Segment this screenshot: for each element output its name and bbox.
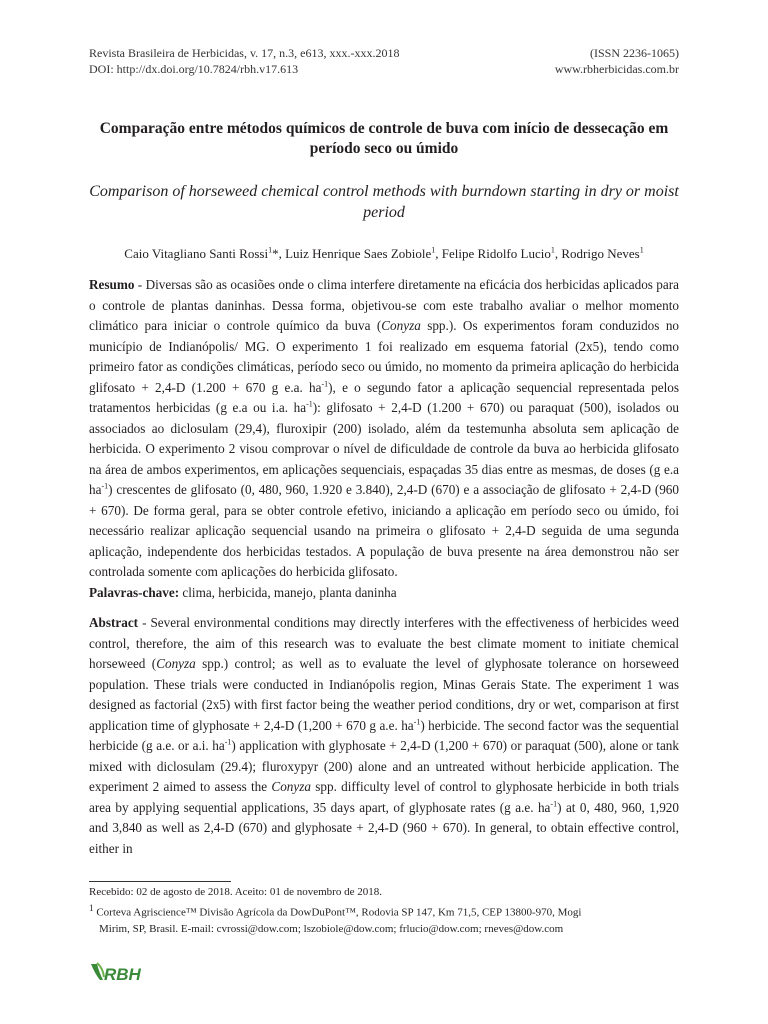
author: Felipe Ridolfo Lucio$^1$,	[441, 246, 562, 262]
keywords: Palavras-chave: clima, herbicida, manejo, planta daninha	[89, 584, 397, 600]
website-link[interactable]: www.rbherbicidas.com.br	[554, 62, 679, 76]
doi-link[interactable]: DOI: http://dx.doi.org/10.7824/rbh.v17.613	[89, 62, 299, 76]
author-list	[89, 242, 679, 263]
abstract-section: Abstract - Several environmental conditions may directly interferes with the effectiveness of herbicides weed control, therefore, the aim of this research was to evaluate the best climate moment to initiate chemical horseweed (Conyza spp.) control; as well as to evaluate the level of glyphosate tolerance on horseweed population. These trials were conducted in Indianópolis region, Minas Gerais State. The experiment 1 was designed as factorial (2x5) with first factor being the weather period conditions, dry or wet, comparison at first application time of glyphosate + 2,4-D (1,200 + 670 g a.e. $ha^{-1}$) herbicide. The second factor was the sequential herbicide (g a.e. or a.i. $ha^{-1}$) application with glyphosate + 2,4-D (1,200 + 670) or paraquat (500), alone or tank mixed with diclosulam (29.4); fluroxypyr (200) alone and an untreated without herbicide application. The experiment 2 aimed to assess the Conyza spp. difficulty level of control to glyphosate herbicide in both trials area by applying sequential applications, 35 days apart, of glyphosate rates (g a.e. $ha^{-1}$) at 0, 480, 960, 1,920 and 3,840 as well as 2,4-D (670) and glyphosate + 2,4-D (960 + 670). In general, to obtain effective control, either in	[89, 615, 680, 856]
resumo-label: Resumo	[89, 277, 135, 292]
keywords-label: Palavras-chave:	[89, 584, 180, 600]
author: Luiz Henrique Saes Zobiole$^1$,	[285, 246, 442, 262]
affiliation-note-continued: Mirim, SP, Brasil. E-mail: cvrossi@dow.com; lszobiole@dow.com; frlucio@dow.com; rneves@dow.com	[99, 922, 564, 935]
logo-text: RBH	[104, 965, 141, 984]
author: Rodrigo Neves$^1$	[561, 246, 644, 262]
issn: (ISSN 2236-1065)	[590, 46, 679, 60]
resumo-section: Resumo - Diversas são as ocasiões onde o clima interfere diretamente na eficácia dos herbicidas aplicados para o controle de plantas daninhas. Dessa forma, objetivou-se com este trabalho avaliar o melhor momento climático para iniciar o controle químico da buva (Conyza spp.). Os experimentos foram conduzidos no município de Indianópolis/ MG. O experimento 1 foi realizado em esquema fatorial (2x5), tendo como primeiro fator as condições climáticas, período seco ou úmido, no momento da primeira aplicação do herbicida glifosato + 2,4-D (1.200 + 670 g e.a. $ha^{-1}$), e o segundo fator a aplicação sequencial representada pelos tratamentos herbicidas (g e.a ou i.a. $ha^{-1}$): glifosato + 2,4-D (1.200 + 670) ou paraquat (500), isolados ou associados ao diclosulam (29,4), fluroxipir (200) isolado, além da testemunha absoluta sem aplicação de herbicida. O experimento 2 visou comprovar o nível de dificuldade de controle da buva ao herbicida glifosato na área de ambos experimentos, em aplicações sequenciais, espaçadas 35 dias entre as mesmas, de doses (g e.a $ha^{-1}$) crescentes de glifosato (0, 480, 960, 1.920 e 3.840), 2,4-D (670) e a associação de glifosato + 2,4-D (960 + 670). De forma geral, para se obter controle efetivo, iniciando a aplicação em período seco ou úmido, foi necessário realizar aplicação sequencial usando na primeira o glifosato + 2,4-D seguida de uma segunda aplicação, independente dos herbicidas testados. A população de buva presente na área demonstrou não ser controlada somente com aplicações do herbicida glifosato. Palavras-chave: clima, herbicida, manejo, planta daninha	[89, 275, 679, 603]
affiliation-note: $^1$ Corteva Agriscience™ Divisão Agrícola da DowDuPont™, Rodovia SP 147, Km 71,5, CEP 13800-970, Mogi	[89, 903, 582, 919]
author: Caio Vitagliano Santi Rossi$^1$*,	[124, 246, 286, 262]
footnote-divider	[89, 881, 231, 882]
abstract-label: Abstract	[89, 615, 139, 630]
received-dates: Recebido: 02 de agosto de 2018. Aceito: 01 de novembro de 2018.	[89, 886, 382, 898]
footnotes	[89, 884, 679, 937]
journal-citation: Revista Brasileira de Herbicidas, v. 17, n.3, e613, xxx.-xxx.2018	[89, 46, 400, 60]
rbh-logo-icon	[89, 960, 149, 984]
article-title-english: Comparison of horseweed chemical control methods with burndown starting in dry or moist period	[89, 183, 679, 221]
article-title-portuguese: Comparação entre métodos químicos de controle de buva com início de dessecação em período seco ou úmido	[99, 120, 669, 157]
running-header	[89, 45, 679, 77]
